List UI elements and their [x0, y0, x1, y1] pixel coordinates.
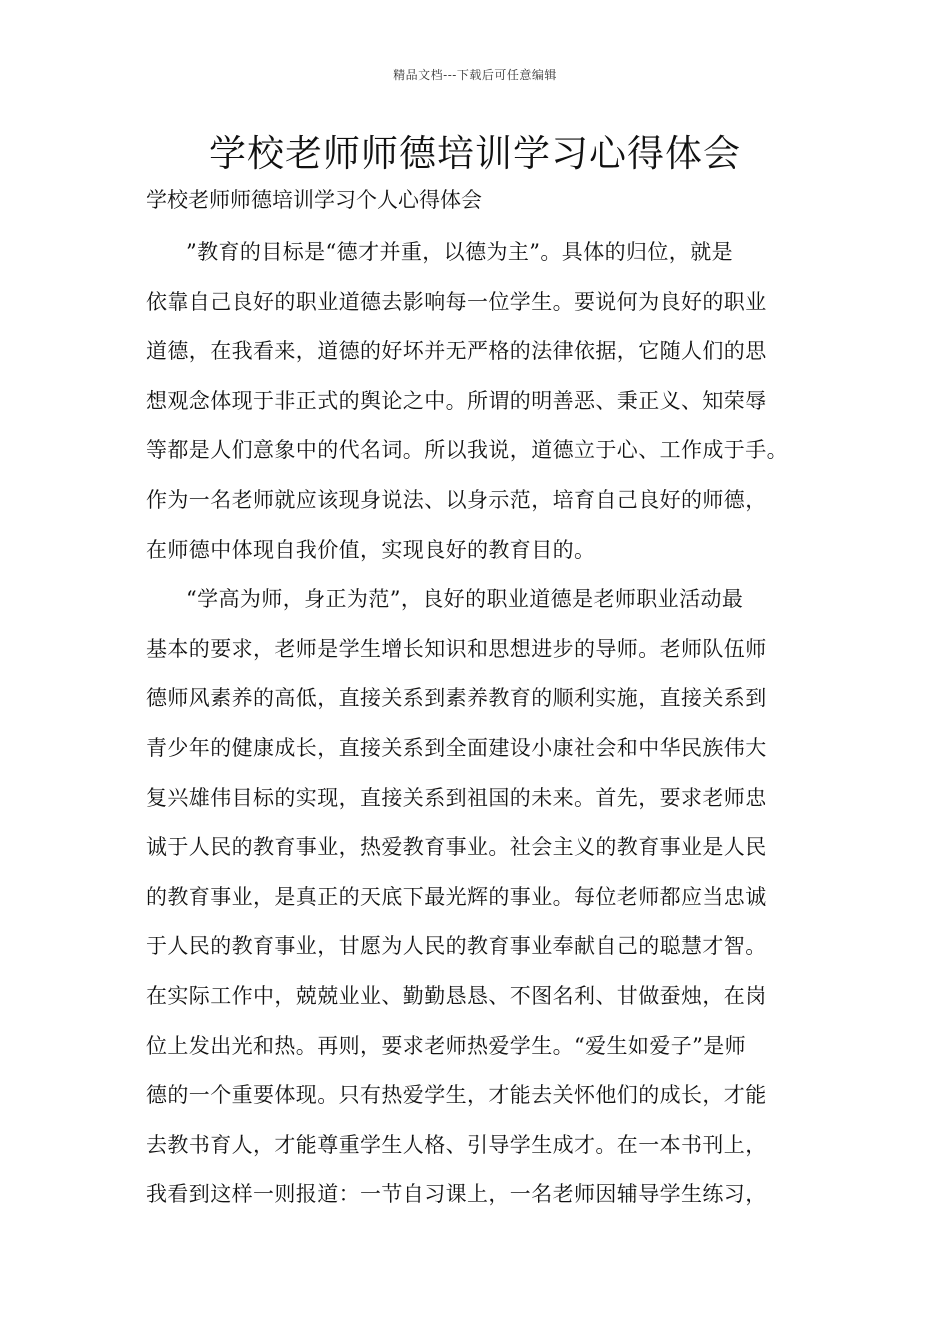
text-line: 想观念体现于非正式的舆论之中。所谓的明善恶、秉正义、知荣辱 — [146, 388, 767, 413]
text-line: 基本的要求，老师是学生增长知识和思想进步的导师。老师队伍师 — [146, 636, 767, 661]
text-line: 道德，在我看来，道德的好坏并无严格的法律依据，它随人们的思 — [146, 339, 767, 364]
body-text — [146, 228, 836, 1220]
text-line: 德师风素养的高低，直接关系到素养教育的顺利实施，直接关系到 — [146, 686, 767, 711]
text-line: 复兴雄伟目标的实现，直接关系到祖国的未来。首先，要求老师忠 — [146, 785, 767, 810]
text-line: 诚于人民的教育事业，热爱教育事业。社会主义的教育事业是人民 — [146, 835, 767, 860]
document-subtitle: 学校老师师德培训学习个人心得体会 — [146, 188, 482, 212]
text-line: ”教育的目标是“德才并重，以德为主”。具体的归位，就是 — [186, 240, 734, 264]
text-line: 青少年的健康成长，直接关系到全面建设小康社会和中华民族伟大 — [146, 735, 767, 760]
text-line: 德的一个重要体现。只有热爱学生，才能去关怀他们的成长，才能 — [146, 1083, 767, 1108]
text-line: 依靠自己良好的职业道德去影响每一位学生。要说何为良好的职业 — [146, 289, 767, 314]
text-line: 我看到这样一则报道：一节自习课上，一名老师因辅导学生练习， — [146, 1182, 767, 1207]
text-line: 等都是人们意象中的代名词。所以我说，道德立于心、工作成于手。 — [146, 438, 788, 463]
text-line: 在实际工作中，兢兢业业、勤勤恳恳、不图名利、甘做蚕烛，在岗 — [146, 983, 767, 1008]
document-title: 学校老师师德培训学习心得体会 — [209, 132, 741, 175]
text-line: 于人民的教育事业，甘愿为人民的教育事业奉献自己的聪慧才智。 — [146, 934, 767, 959]
header-note: 精品文档---下载后可任意编辑 — [393, 68, 557, 82]
text-line: 去教书育人，才能尊重学生人格、引导学生成才。在一本书刊上， — [146, 1132, 767, 1157]
text-line: 作为一名老师就应该现身说法、以身示范，培育自己良好的师德， — [146, 487, 767, 512]
text-line: 位上发出光和热。再则，要求老师热爱学生。“爱生如爱子”是师 — [146, 1033, 747, 1058]
text-line: 的教育事业，是真正的天底下最光辉的事业。每位老师都应当忠诚 — [146, 884, 767, 909]
text-line: “学高为师，身正为范”，良好的职业道德是老师职业活动最 — [186, 587, 744, 612]
text-line: 在师德中体现自我价值，实现良好的教育目的。 — [146, 537, 596, 562]
